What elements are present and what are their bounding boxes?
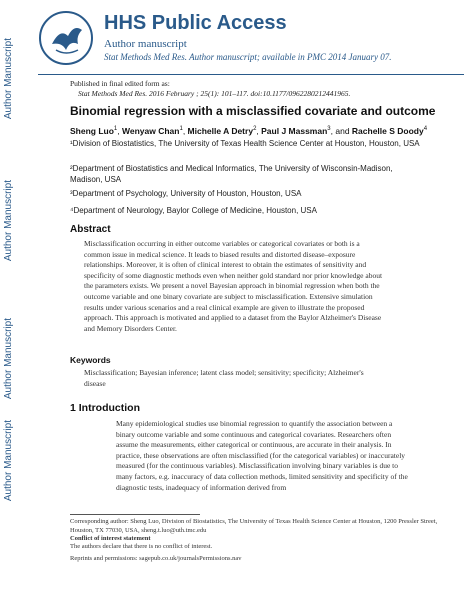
coi-text: The authors declare that there is no conflict of interest.: [70, 543, 213, 550]
correspondence-note: Corresponding author: Sheng Luo, Division of Biostatistics, The University of Texas Health Science Center at Houston, 1200 Pressler Street, Houston, TX 77030, USA, sheng.t.luo@uth.tmc.edu: [70, 518, 438, 534]
keywords-text: Misclassification; Bayesian inference; latent class model; sensitivity; specificity; Alzheimer's disease: [84, 368, 364, 388]
abstract-text: Misclassification occurring in either outcome variables or categorical covariates or both is a common issue in medical science. It leads to biased results and distorted disease–exposure relationships. Moreover, it is often of clinical interest to obtain the estimates of sensitivity and specificity of some diagnostic methods even when neither gold standard nor prior knowledge about the parameters exists. We present a novel Bayesian approach in binomial regression when both the outcome variable and one binary covariate are subject to misclassification. Extensive simulation results under various scenarios and a real clinical example are given to illustrate the proposed approach. This approach is motivated and applied to a dataset from the Baylor Alzheimer's Disease and Memory Disorders Center.: [84, 239, 383, 333]
affiliation: ²Department of Biostatistics and Medical Informatics, The University of Wisconsin-Madison, Madison, USA: [70, 164, 393, 184]
author-name: Paul J Massman: [261, 126, 328, 136]
author-manuscript-label: Author manuscript: [104, 38, 187, 50]
introduction-text: Many epidemiological studies use binomial regression to quantify the association between a binary outcome variable and some continuous and categorical covariates. Researchers often assume the measurements, either categorical or continuous, are accurate in their analysis. In practice, these observations are often misclassified (for the categorical variables) or inaccurately measured (for the continuous variables). Misclassification involving binary variables is due to many factors, e.g. inaccuracy of data collection methods, limited sensitivity and specificity of the diagnostic tests, inadequacy of information derived from: [116, 419, 408, 492]
affiliation: ¹Division of Biostatistics, The University of Texas Health Science Center at Houston, Houston, USA: [70, 139, 420, 148]
authors-and: and: [335, 126, 350, 136]
author-sup: 1: [113, 126, 118, 133]
reprints-note: Reprints and permissions: sagepub.co.uk/journalsPermissions.nav: [70, 555, 242, 562]
hhs-eagle-logo-icon: [38, 10, 94, 66]
author-name: Rachelle S Doody: [351, 126, 424, 136]
hhs-header: [38, 10, 464, 70]
affiliation: ³Department of Psychology, University of Houston, Houston, USA: [70, 189, 302, 198]
published-final-label: Published in final edited form as:: [70, 79, 170, 88]
author-list: Sheng Luo$^1$, Wenyaw Chan$^1$, Michelle A Detry$^2$, Paul J Massman$^3$, and Rachelle S Doody$^4$: [70, 126, 428, 136]
author-name: Wenyaw Chan: [122, 126, 180, 136]
header-divider: [38, 74, 464, 75]
abstract-heading: Abstract: [70, 224, 111, 235]
journal-availability-line: Stat Methods Med Res. Author manuscript; available in PMC 2014 January 07.: [104, 52, 392, 62]
affiliation: ⁴Department of Neurology, Baylor College of Medicine, Houston, USA: [70, 206, 317, 215]
introduction-heading: 1 Introduction: [70, 402, 140, 414]
author-sup: 2: [253, 126, 257, 133]
author-manuscript-sidebar: [0, 0, 30, 613]
author-sup: 3: [327, 126, 331, 133]
footnote-divider: [70, 514, 200, 515]
author-name: Sheng Luo: [70, 126, 114, 136]
sidebar-label: Author Manuscript: [3, 38, 14, 120]
author-sup: 1: [179, 126, 183, 133]
hhs-public-access-title: HHS Public Access: [104, 12, 287, 34]
sidebar-label: Author Manuscript: [3, 180, 14, 262]
keywords-heading: Keywords: [70, 355, 111, 365]
sidebar-label: Author Manuscript: [3, 318, 14, 400]
coi-heading-text: Conflict of interest statement: [70, 535, 151, 542]
citation-line: Stat Methods Med Res. 2016 February ; 25(1): 101–117. doi:10.1177/0962280212441965.: [78, 89, 351, 98]
author-name: Michelle A Detry: [187, 126, 254, 136]
author-sup: 4: [423, 126, 428, 133]
sidebar-label: Author Manuscript: [3, 420, 14, 502]
paper-title: Binomial regression with a misclassified covariate and outcome: [70, 104, 436, 118]
